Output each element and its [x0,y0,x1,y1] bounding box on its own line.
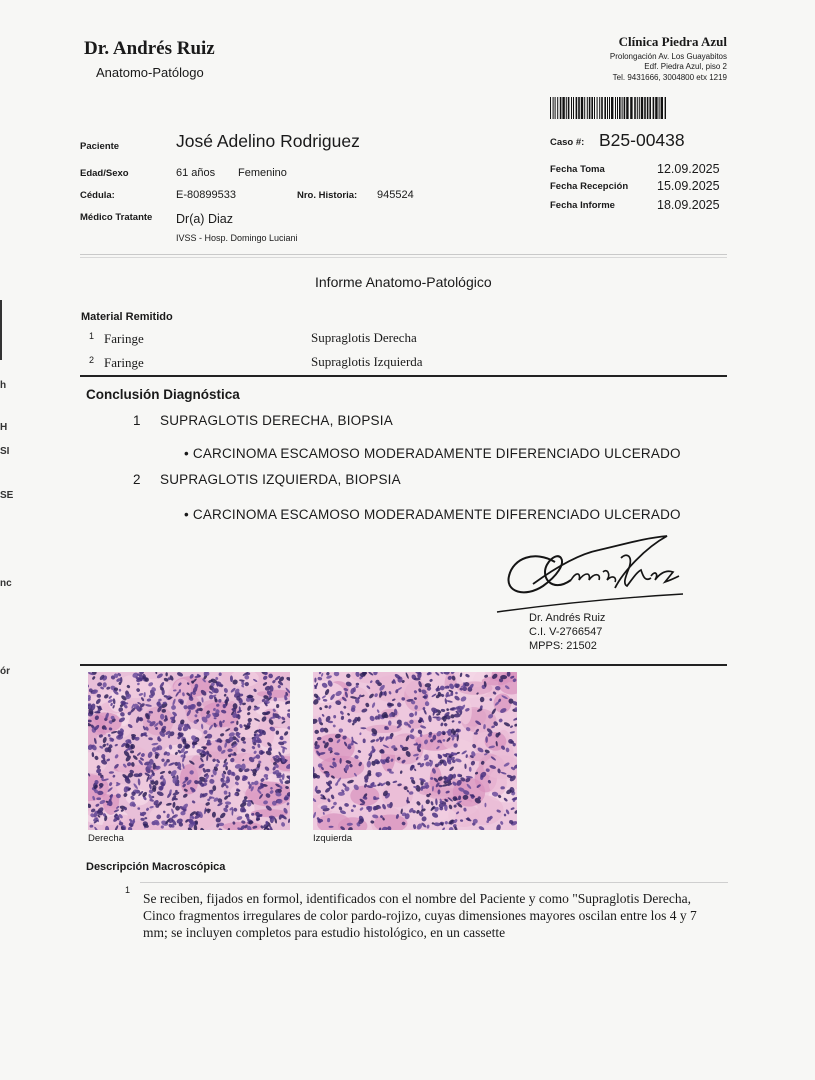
barcode-bar [634,97,636,119]
barcode-bar [571,97,572,119]
barcode-bar [617,97,618,119]
label-doctor: Médico Tratante [80,212,153,223]
barcode-bar [568,97,570,119]
institution: IVSS - Hosp. Domingo Luciani [176,233,298,243]
date-take: 12.09.2025 [657,162,720,176]
micrograph-right-side [88,672,290,830]
edge-mark: ór [0,666,10,677]
macro-title: Descripción Macroscópica [86,861,226,873]
dx-num: 1 [133,413,141,428]
edge-mark: H [0,422,8,433]
doctor-name: Dr. Andrés Ruiz [84,38,215,59]
barcode-bar [611,97,613,119]
patient-sex: Femenino [238,167,287,179]
material-organ: Faringe [104,355,144,370]
material-num: 2 [89,355,95,365]
tissue-stroma [173,679,191,700]
images-divider [80,664,727,666]
barcode-bar [581,97,583,119]
barcode-bar [594,97,595,119]
barcode-bar [604,97,606,119]
barcode-bar [624,97,626,119]
clinic-address-2: Edf. Piedra Azul, piso 2 [644,62,727,71]
barcode-bar [550,97,551,119]
label-date-take: Fecha Toma [550,164,605,175]
doctor-title: Anatomo-Patólogo [96,65,204,80]
tissue-nucleus [388,720,392,725]
label-date-report: Fecha Informe [550,200,615,211]
barcode-bar [607,97,608,119]
edge-mark: nc [0,578,12,589]
barcode-bar [653,97,655,119]
label-date-received: Fecha Recepción [550,181,629,192]
material-divider [80,375,727,377]
barcode-bar [609,97,610,119]
signature-mpps: MPPS: 21502 [529,640,597,652]
tissue-nucleus [246,695,253,698]
caption-derecha: Derecha [88,833,124,844]
signature-ci: C.I. V-2766547 [529,626,603,638]
barcode-bar [661,97,663,119]
barcode-bar [659,97,660,119]
barcode-bar [589,97,591,119]
dx-heading: SUPRAGLOTIS DERECHA, BIOPSIA [160,413,393,428]
barcode-bar [601,97,603,119]
patient-id: E-80899533 [176,189,236,201]
micrograph-left-side [313,672,517,830]
edge-line [0,300,2,360]
barcode-bar [599,97,600,119]
edge-mark: h [0,380,7,391]
barcode-bar [576,97,578,119]
barcode-bar [562,97,564,119]
clinic-address-1: Prolongación Av. Los Guayabitos [609,52,727,61]
label-age-sex: Edad/Sexo [80,168,129,179]
barcode-bar [655,97,657,119]
patient-age: 61 años [176,167,216,179]
macro-num: 1 [125,885,131,895]
material-num: 1 [89,331,95,341]
barcode [550,97,666,119]
tissue-nucleus [500,675,507,679]
edge-mark: SE [0,490,14,501]
barcode-bar [557,97,558,119]
dx-heading: SUPRAGLOTIS IZQUIERDA, BIOPSIA [160,472,401,487]
barcode-bar [587,97,588,119]
clinic-phone: Tel. 9431666, 3004800 etx 1219 [612,73,727,82]
tissue-nucleus [268,674,273,679]
barcode-bar [647,97,649,119]
barcode-bar [597,97,598,119]
tissue-stroma [457,681,492,694]
patient-history: 945524 [377,189,414,201]
barcode-bar [644,97,646,119]
macro-text: Se reciben, fijados en formol, identificados con el nombre del Paciente y como "Supraglotis Derecha, Cinco fragmentos irregulares de color pardo-rojizo, cuyas dimensiones mayores oscilan entre los 4 y 7 mm; se incluyen completos para estudio histológico, en un cassette [143,891,697,940]
header-divider-2 [80,257,727,258]
barcode-bar [641,97,643,119]
barcode-bar [615,97,616,119]
dx-finding: • CARCINOMA ESCAMOSO MODERADAMENTE DIFERENCIADO ULCERADO [184,446,681,461]
barcode-bar [637,97,638,119]
barcode-bar [619,97,621,119]
treating-doctor: Dr(a) Diaz [176,212,233,226]
label-history: Nro. Historia: [297,190,358,201]
barcode-bar [560,97,562,119]
date-report: 18.09.2025 [657,198,720,212]
header-divider [80,254,727,255]
barcode-bar [555,97,556,119]
dx-finding: • CARCINOMA ESCAMOSO MODERADAMENTE DIFERENCIADO ULCERADO [184,507,681,522]
barcode-bar [665,97,666,119]
barcode-bar [584,97,585,119]
report-title: Informe Anatomo-Patológico [315,274,492,290]
tissue-nucleus [508,698,513,703]
patient-name: José Adelino Rodriguez [176,131,360,151]
barcode-bar [649,97,651,119]
signature-graphic [495,528,695,618]
barcode-bar [591,97,593,119]
barcode-bar [626,97,628,119]
barcode-bar [578,97,580,119]
label-patient: Paciente [80,141,120,152]
barcode-bar [630,97,632,119]
dx-num: 2 [133,472,141,487]
case-number: B25-00438 [599,130,685,150]
barcode-bar [553,97,554,119]
barcode-bar [573,97,574,119]
barcode-bar [566,97,567,119]
barcode-bar [622,97,623,119]
macro-divider [140,882,728,883]
material-site: Supraglotis Derecha [311,330,417,345]
material-title: Material Remitido [81,311,173,323]
caption-izquierda: Izquierda [313,833,353,844]
tissue-stroma [366,725,402,733]
material-site: Supraglotis Izquierda [311,354,423,369]
material-organ: Faringe [104,331,144,346]
label-id: Cédula: [80,190,115,201]
date-received: 15.09.2025 [657,179,720,193]
signature-name: Dr. Andrés Ruiz [529,612,606,624]
edge-mark: SI [0,446,10,457]
conclusion-title: Conclusión Diagnóstica [86,387,240,402]
label-case: Caso #: [550,137,585,148]
clinic-name: Clínica Piedra Azul [618,34,727,49]
barcode-bar [639,97,640,119]
